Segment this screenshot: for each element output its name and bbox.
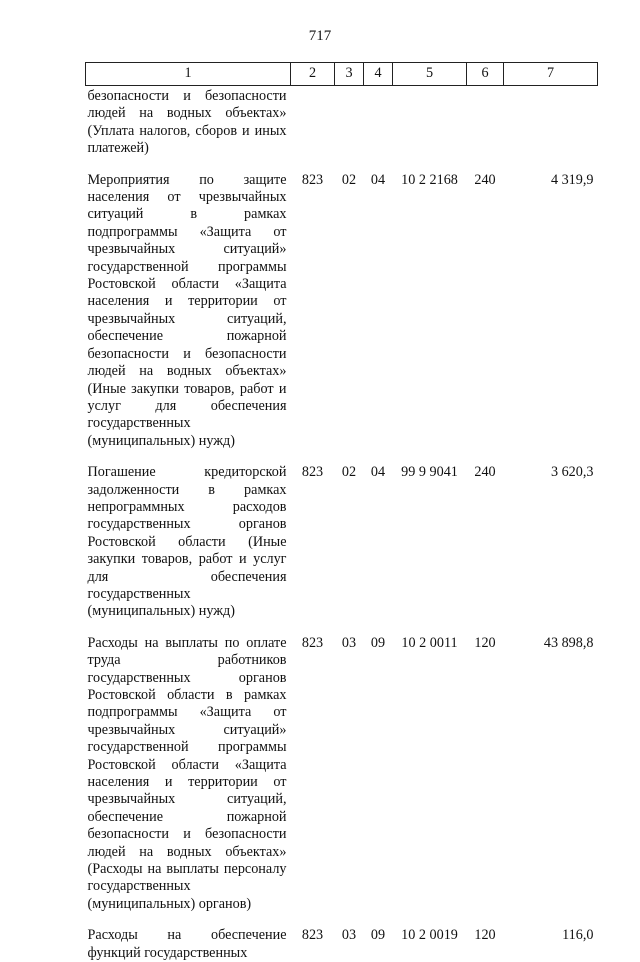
row-target-code: 10 2 0019: [401, 927, 458, 944]
table-row: [86, 621, 598, 914]
row-amount: 43 898,8: [543, 634, 594, 651]
table-row: [86, 158, 598, 451]
row-section-code: [335, 86, 364, 158]
table-row: [86, 86, 598, 158]
column-header-3: 3: [335, 63, 364, 86]
row-section-code: 02: [341, 464, 357, 481]
row-subsection-code: 09: [370, 634, 386, 651]
row-section-code: 03: [341, 634, 357, 651]
row-target-code: 10 2 0011: [401, 634, 458, 651]
column-header-6: 6: [467, 63, 504, 86]
row-target-code: 99 9 9041: [401, 464, 458, 481]
table-header-row: [86, 63, 598, 86]
row-expense-type-code: 120: [474, 927, 496, 944]
row-target-code: [393, 86, 467, 158]
row-description: безопасности и безопасности людей на водных объектах» (Уплата налогов, сборов и иных платежей): [87, 88, 287, 157]
row-subsection-code: 04: [370, 171, 386, 188]
row-ministry-code: 823: [301, 634, 324, 651]
row-description: Расходы на обеспечение функций государственных: [87, 927, 287, 961]
row-amount: 116,0: [562, 927, 594, 944]
row-expense-type-code: 240: [474, 171, 496, 188]
row-amount: 4 319,9: [550, 171, 594, 188]
row-subsection-code: [364, 86, 393, 158]
row-description: Расходы на выплаты по оплате труда работников государственных органов Ростовской области в рамках подпрограммы «Защита от чрезвычайных ситуаций» государственной программы Ростовской области «Защита населения и территории от чрезвычайных ситуаций, обеспечение пожарной безопасности и безопасности людей на водных объектах» (Расходы на выплаты персоналу государственных (муниципальных) органов): [87, 634, 287, 912]
column-header-7: 7: [504, 63, 598, 86]
budget-table: [85, 62, 598, 962]
row-expense-type-code: [467, 86, 504, 158]
row-subsection-code: 09: [370, 927, 386, 944]
row-subsection-code: 04: [370, 464, 386, 481]
row-description: Погашение кредиторской задолженности в рамках непрограммных расходов государственных органов Ростовской области (Иные закупки товаров, работ и услуг для обеспечения государственных (муниципальных) нужд): [87, 464, 287, 620]
column-header-4: 4: [364, 63, 393, 86]
table-row: [86, 450, 598, 621]
row-amount: 3 620,3: [550, 464, 594, 481]
row-section-code: 03: [341, 927, 357, 944]
column-header-2: 2: [291, 63, 335, 86]
table-row: [86, 913, 598, 962]
row-ministry-code: 823: [301, 927, 324, 944]
column-header-5: 5: [393, 63, 467, 86]
row-description: Мероприятия по защите населения от чрезвычайных ситуаций в рамках подпрограммы «Защита от чрезвычайных ситуаций» государственной программы Ростовской области «Защита населения и территории от чрезвычайных ситуаций, обеспечение пожарной безопасности и безопасности людей на водных объектах» (Иные закупки товаров, работ и услуг для обеспечения государственных (муниципальных) нужд): [87, 171, 287, 449]
row-target-code: 10 2 2168: [401, 171, 458, 188]
row-expense-type-code: 120: [474, 634, 496, 651]
row-amount: [504, 86, 598, 158]
column-header-1: 1: [86, 63, 291, 86]
row-section-code: 02: [341, 171, 357, 188]
page-number: 717: [308, 28, 332, 44]
row-ministry-code: 823: [301, 171, 324, 188]
row-ministry-code: 823: [301, 464, 324, 481]
row-ministry-code: [291, 86, 335, 158]
row-expense-type-code: 240: [474, 464, 496, 481]
